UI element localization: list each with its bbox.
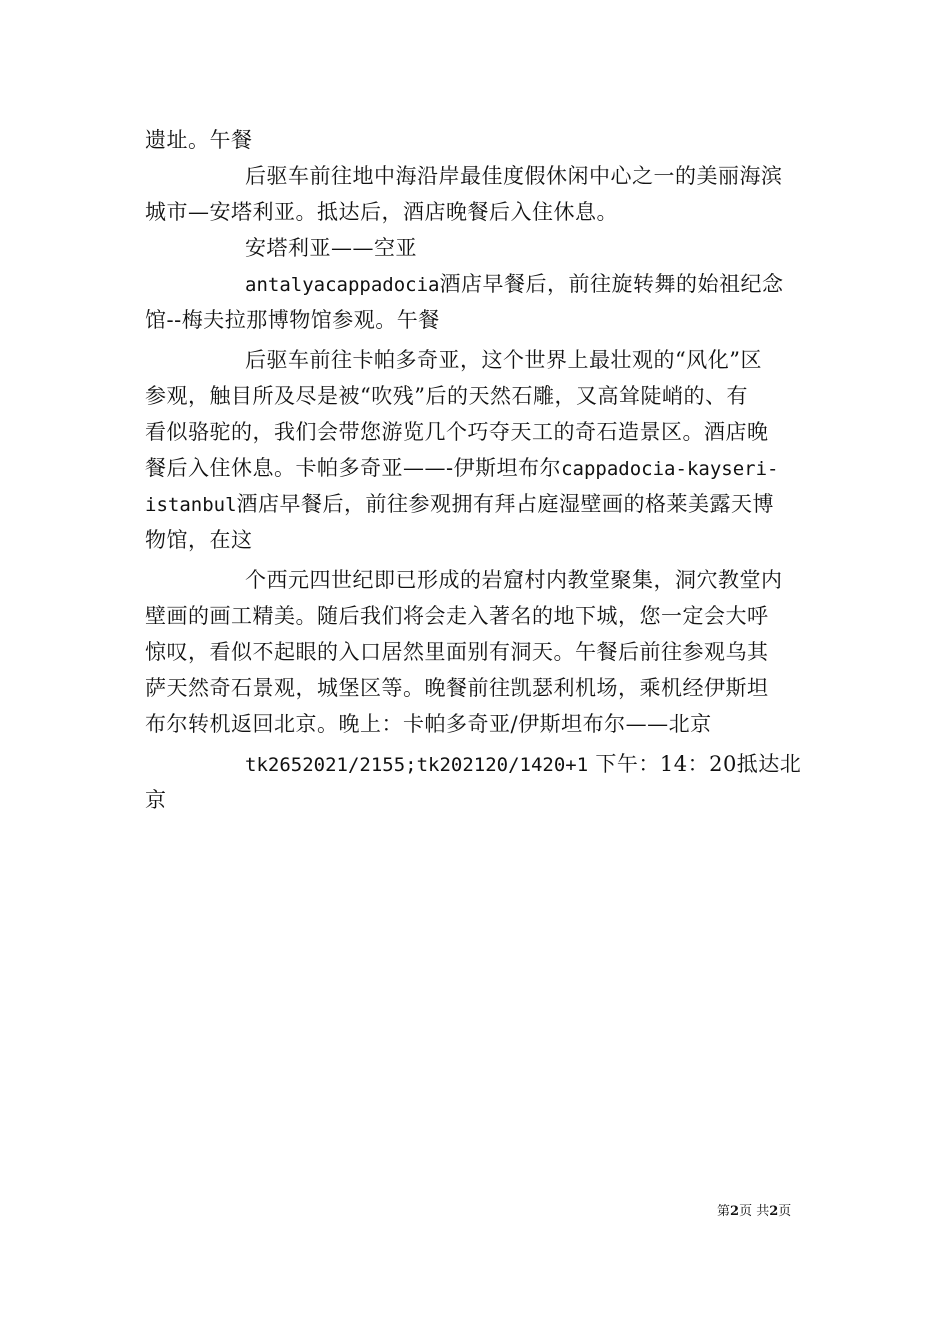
latin-text: cappadocia-kayseri- xyxy=(561,458,779,480)
text-line xyxy=(145,486,810,522)
text-segment: 酒店早餐后，前往旋转舞的始祖纪念 xyxy=(439,272,784,296)
latin-text: istanbul xyxy=(145,494,237,516)
total-pages: 2 xyxy=(769,1204,779,1219)
page-number-mid: 页 共 xyxy=(739,1204,770,1219)
page-number xyxy=(717,1203,791,1221)
text-line xyxy=(245,266,810,302)
text-line xyxy=(245,746,810,782)
text-line xyxy=(145,450,810,486)
text-line: 参观，触目所及尽是被“吹残”后的天然石雕，又高耸陡峭的、有 xyxy=(145,384,748,408)
text-line: 馆--梅夫拉那博物馆参观。午餐 xyxy=(145,308,440,332)
page-number-prefix: 第 xyxy=(717,1204,731,1219)
text-line: 物馆，在这 xyxy=(145,528,253,552)
flight-code: tk2652021/2155;tk202120/1420+1 xyxy=(245,754,589,776)
text-line: 壁画的画工精美。随后我们将会走入著名的地下城，您一定会大呼 xyxy=(145,604,769,628)
text-line: 后驱车前往卡帕多奇亚，这个世界上最壮观的“风化”区 xyxy=(245,348,762,372)
text-line: 安塔利亚——空亚 xyxy=(245,236,417,260)
text-segment: 下午：14：20抵达北 xyxy=(595,752,802,776)
text-line: 萨天然奇石景观，城堡区等。晚餐前往凯瑟利机场，乘机经伊斯坦 xyxy=(145,676,769,700)
text-line: 城市—安塔利亚。抵达后，酒店晚餐后入住休息。 xyxy=(145,200,618,224)
text-line: 看似骆驼的，我们会带您游览几个巧夺天工的奇石造景区。酒店晚 xyxy=(145,420,769,444)
text-line: 布尔转机返回北京。晚上：卡帕多奇亚/伊斯坦布尔——北京 xyxy=(145,712,712,736)
text-line: 京 xyxy=(145,788,167,812)
current-page: 2 xyxy=(730,1204,740,1219)
text-segment: 餐后入住休息。卡帕多奇亚——-伊斯坦布尔 xyxy=(145,456,562,480)
text-segment: 酒店早餐后，前往参观拥有拜占庭湿壁画的格莱美露天博 xyxy=(236,492,775,516)
text-line: 惊叹，看似不起眼的入口居然里面别有洞天。午餐后前往参观乌其 xyxy=(145,640,769,664)
text-line: 后驱车前往地中海沿岸最佳度假休闲中心之一的美丽海滨 xyxy=(245,164,783,188)
text-line: 遗址。午餐 xyxy=(145,128,253,152)
latin-text: antalyacappadocia xyxy=(245,274,440,296)
text-line: 个西元四世纪即已形成的岩窟村内教堂聚集，洞穴教堂内 xyxy=(245,568,783,592)
page-number-suffix: 页 xyxy=(778,1204,792,1219)
